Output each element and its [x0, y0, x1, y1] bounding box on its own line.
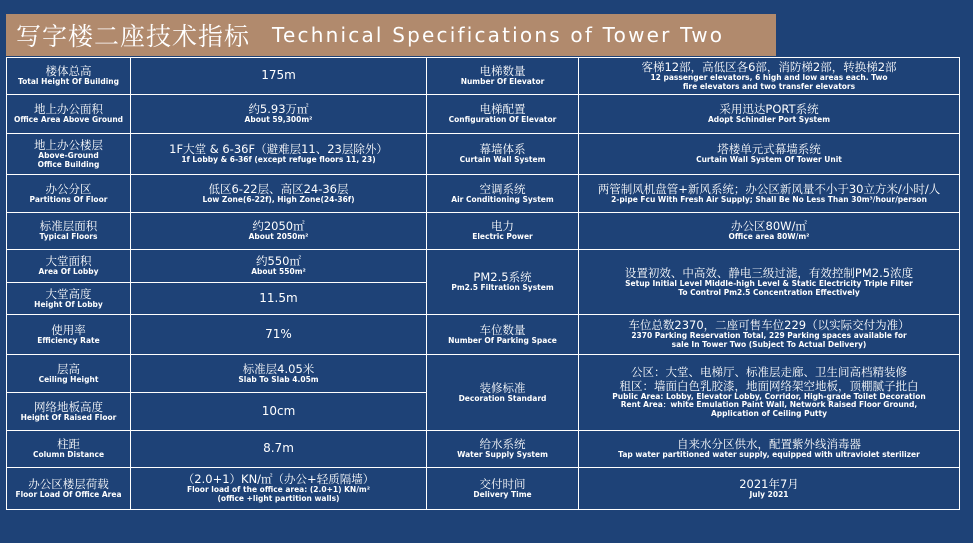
label-en: Partitions Of Floor [29, 194, 108, 204]
value-cell [579, 134, 960, 175]
label-cell [427, 355, 579, 431]
value-cell [579, 250, 960, 315]
label-cn: 幕墙体系 [479, 142, 526, 157]
value-text: 1F大堂 & 6-36F（避难层11、23层除外） [169, 142, 388, 157]
value-text: 71% [265, 326, 292, 341]
value-text: 约550㎡ [256, 254, 301, 269]
label-en: Curtain Wall System [459, 155, 546, 165]
spec-table [6, 57, 960, 510]
value-text: 10cm [261, 403, 296, 418]
label-cell [427, 250, 579, 315]
value-text: 175m [261, 68, 296, 83]
label-en: Decoration Standard [458, 393, 547, 403]
label-en: Air Conditioning System [451, 194, 554, 204]
label-cell [427, 315, 579, 355]
label-cell [7, 468, 131, 510]
value-sub: Floor load of the office area: (2.0+1) KN/m² [186, 485, 371, 495]
value-cell [579, 315, 960, 355]
value-cell [131, 355, 427, 393]
value-cell [131, 58, 427, 95]
value-cell [131, 283, 427, 315]
label-en: Total Height Of Building [17, 77, 120, 87]
label-cell [427, 431, 579, 468]
label-cn: 办公分区 [45, 181, 92, 196]
label-en: Column Distance [32, 450, 105, 460]
label-cn: 地上办公面积 [34, 102, 103, 117]
label-cn: 楼体总高 [45, 64, 92, 79]
label-cn: 给水系统 [479, 437, 526, 452]
value-cell [579, 355, 960, 431]
label-en: Typical Floors [39, 232, 98, 242]
table-row [7, 468, 960, 510]
value-text: 租区：墙面白色乳胶漆，地面网络架空地板，顶棚腻子批白 [619, 378, 919, 393]
value-cell [131, 95, 427, 134]
label-cn: 装修标准 [479, 380, 526, 395]
value-text: 约5.93万㎡ [248, 102, 309, 117]
value-sub: About 550m² [251, 267, 306, 277]
value-sub: July 2021 [749, 489, 789, 499]
label-en: Efficiency Rate [37, 335, 100, 345]
value-cell [131, 175, 427, 213]
label-cn: PM2.5系统 [473, 270, 532, 285]
value-text: 标准层4.05米 [242, 361, 315, 376]
label-cell [7, 175, 131, 213]
value-text: 2021年7月 [739, 476, 799, 491]
label-cell [7, 250, 131, 283]
value-text: 两管制风机盘管+新风系统；办公区新风量不小于30立方米/小时/人 [597, 181, 941, 196]
value-text: 公区：大堂、电梯厅、标准层走廊、卫生间高档精装修 [631, 365, 907, 380]
value-sub: 2-pipe Fcu With Fresh Air Supply; Shall Be No Less Than 30m³/hour/person [611, 194, 927, 204]
value-cell [579, 431, 960, 468]
label-en: Height Of Raised Floor [20, 412, 117, 422]
label-cell [427, 468, 579, 510]
label-cell [7, 213, 131, 250]
value-text: 约2050㎡ [252, 219, 305, 234]
label-en: Configuration Of Elevator [448, 115, 557, 125]
label-en: Delivery Time [473, 489, 532, 499]
value-sub: (office +light partition walls) [217, 494, 340, 504]
label-en: Ceiling Height [38, 374, 99, 384]
value-sub: To Control Pm2.5 Concentration Effectively [678, 287, 860, 297]
label-cn: 空调系统 [479, 181, 526, 196]
label-cn: 层高 [57, 361, 80, 376]
value-cell [131, 134, 427, 175]
label-cell [427, 95, 579, 134]
label-cn: 柱距 [57, 437, 80, 452]
label-cn: 电梯配置 [479, 102, 526, 117]
label-cell [427, 175, 579, 213]
value-text: （2.0+1）KN/㎡（办公+轻质隔墙） [182, 472, 375, 487]
value-cell [579, 468, 960, 510]
value-sub: Low Zone(6-22f), High Zone(24-36f) [202, 194, 355, 204]
value-sub: Curtain Wall System Of Tower Unit [696, 155, 842, 165]
label-cn: 标准层面积 [39, 219, 98, 234]
value-cell [579, 213, 960, 250]
value-sub: 2370 Parking Reservation Total, 229 Parking spaces available for [631, 331, 907, 341]
table-row [7, 355, 960, 393]
label-en: Office Area Above Ground [13, 115, 124, 125]
label-cn: 电梯数量 [479, 64, 526, 79]
label-en: Number Of Elevator [460, 77, 545, 87]
label-en: Office Building [37, 159, 100, 169]
label-cell [7, 393, 131, 431]
table-row [7, 315, 960, 355]
label-cell [7, 315, 131, 355]
value-text: 自来水分区供水，配置紫外线消毒器 [677, 437, 861, 452]
label-cell [7, 95, 131, 134]
value-sub: Application of Ceiling Putty [711, 409, 827, 419]
label-en: Pm2.5 Filtration System [451, 283, 554, 293]
value-text: 低区6-22层、高区24-36层 [208, 181, 349, 196]
value-text: 采用迅达PORT系统 [719, 102, 819, 117]
label-cn: 大堂面积 [45, 254, 92, 269]
value-sub: 12 passenger elevators, 6 high and low areas each. Two [650, 72, 888, 82]
value-text: 设置初效、中高效、静电三级过滤，有效控制PM2.5浓度 [624, 265, 914, 280]
value-cell [131, 393, 427, 431]
value-cell [131, 431, 427, 468]
value-sub: fire elevators and two transfer elevators [682, 81, 856, 91]
table-row [7, 250, 960, 283]
label-cn: 大堂高度 [45, 286, 92, 301]
value-sub: Public Area: Lobby, Elevator Lobby, Corridor, High-grade Toilet Decoration [612, 391, 926, 401]
label-en: Height Of Lobby [34, 299, 103, 309]
value-sub: Adopt Schindler Port System [707, 115, 831, 125]
value-text: 11.5m [259, 290, 298, 305]
value-sub: About 2050m² [248, 232, 309, 242]
value-sub: Tap water partitioned water supply, equipped with ultraviolet sterilizer [618, 450, 920, 460]
label-cn: 办公区楼层荷载 [28, 476, 109, 491]
page-title-english: Technical Specifications of Tower Two [272, 23, 725, 47]
value-sub: Setup Initial Level Middle-high Level & Static Electricity Triple Filter [625, 278, 913, 288]
value-sub: Slab To Slab 4.05m [238, 374, 319, 384]
label-cell [7, 58, 131, 95]
label-cn: 电力 [491, 219, 514, 234]
label-cell [7, 134, 131, 175]
value-text: 客梯12部，高低区各6部，消防梯2部，转换梯2部 [641, 59, 897, 74]
value-cell [579, 175, 960, 213]
label-cell [427, 213, 579, 250]
label-cn: 网络地板高度 [34, 399, 103, 414]
label-cell [7, 355, 131, 393]
value-sub: 1f Lobby & 6-36f (except refuge floors 11, 23) [181, 155, 376, 165]
page-title-chinese: 写字楼二座技术指标 [16, 22, 251, 51]
value-sub: About 59,300m² [244, 115, 313, 125]
label-cell [7, 283, 131, 315]
label-en: Water Supply System [457, 450, 548, 460]
label-en: Number Of Parking Space [448, 335, 557, 345]
label-cn: 车位数量 [479, 322, 526, 337]
title-bar [6, 14, 776, 56]
value-sub: sale In Tower Two (Subject To Actual Delivery) [671, 340, 867, 350]
table-row [7, 134, 960, 175]
value-text: 车位总数2370，二座可售车位229（以实际交付为准） [628, 318, 910, 333]
value-sub: Office area 80W/m² [728, 232, 810, 242]
label-cn: 地上办公楼层 [34, 137, 103, 152]
label-en: Above-Ground [38, 150, 99, 160]
table-row [7, 213, 960, 250]
label-en: Area Of Lobby [38, 267, 99, 277]
table-row [7, 95, 960, 134]
value-cell [131, 250, 427, 283]
label-cn: 交付时间 [479, 476, 526, 491]
value-cell [131, 468, 427, 510]
value-text: 8.7m [263, 441, 294, 456]
label-en: Floor Load Of Office Area [15, 489, 122, 499]
label-cell [427, 58, 579, 95]
label-cell [7, 431, 131, 468]
value-sub: Rent Area：white Emulation Paint Wall, Network Raised Floor Ground, [620, 400, 918, 410]
label-cn: 使用率 [51, 322, 86, 337]
value-text: 塔楼单元式幕墙系统 [717, 142, 821, 157]
table-row [7, 431, 960, 468]
label-cell [427, 134, 579, 175]
value-cell [131, 315, 427, 355]
value-cell [579, 58, 960, 95]
value-text: 办公区80W/㎡ [731, 219, 807, 234]
value-cell [131, 213, 427, 250]
table-row [7, 58, 960, 95]
value-cell [579, 95, 960, 134]
table-row [7, 175, 960, 213]
label-en: Electric Power [472, 232, 533, 242]
